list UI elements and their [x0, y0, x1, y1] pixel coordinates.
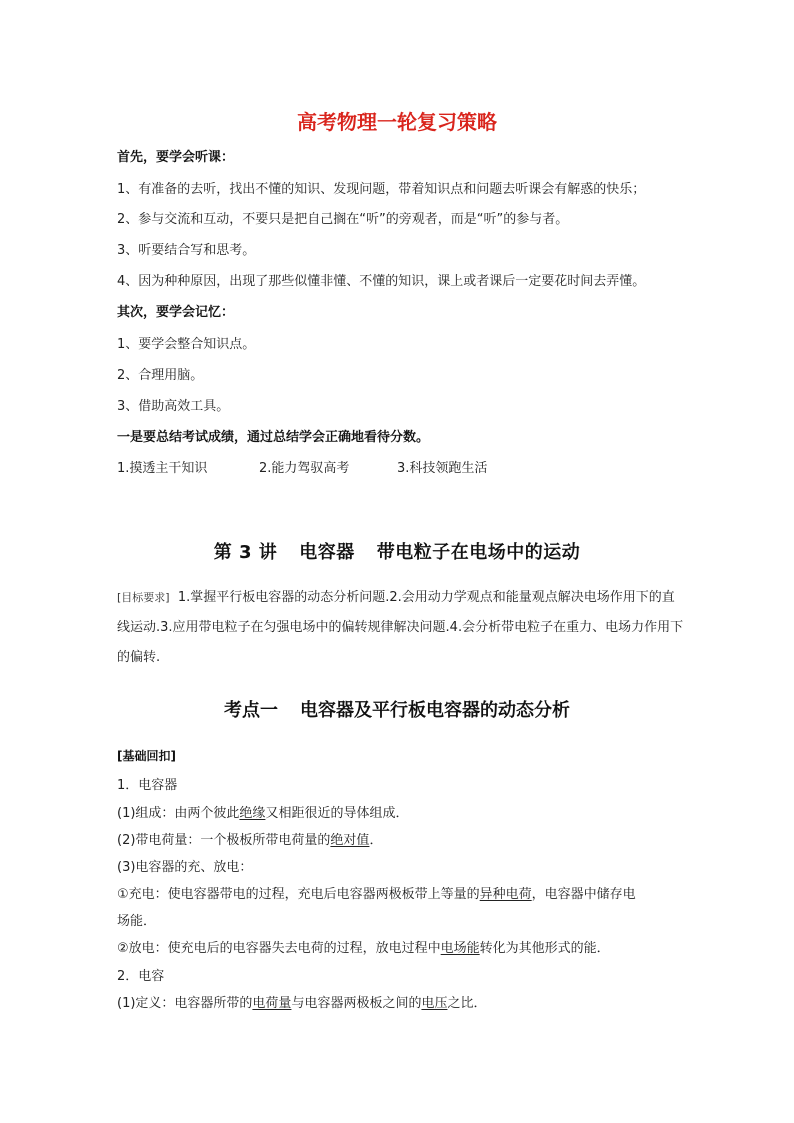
blank-answer: 绝缘 [239, 806, 266, 821]
lecture-number: 第 3 讲 [213, 542, 278, 563]
point-number: 考点一 [224, 700, 278, 721]
goal-tag: [目标要求] [117, 591, 170, 604]
point-topic: 电容器及平行板电容器的动态分析 [300, 700, 570, 721]
lecture-title [0, 538, 794, 564]
section1-item-4: 4、因为种种原因，出现了那些似懂非懂、不懂的知识，课上或者课后一定要花时间去弄懂。 [117, 274, 646, 289]
blank-answer: 绝对值 [330, 833, 370, 848]
section2-heading: 其次，要学会记忆： [117, 305, 235, 320]
basics-tag: [基础回扣] [117, 749, 176, 763]
basics-line-charge: (2)带电荷量：一个极板所带电荷量的绝对值． [117, 833, 383, 848]
section1-item-2: 2、参与交流和互动，不要只是把自己搁在“听”的旁观者，而是“听”的参与者。 [117, 212, 569, 227]
document-title: 高考物理一轮复习策略 [297, 110, 497, 134]
basics-line-charging-heading: (3)电容器的充、放电： [117, 860, 253, 875]
slogan-1: 1.摸透主干知识 [117, 461, 208, 476]
blank-answer: 电荷量 [252, 996, 292, 1011]
basics-line-discharging: ②放电：使充电后的电容器失去电荷的过程，放电过程中电场能转化为其他形式的能． [117, 941, 610, 956]
basics-line-charging-cont: 场能． [117, 914, 157, 929]
basics-line-charging: ①充电：使电容器带电的过程，充电后电容器两极板带上等量的异种电荷，电容器中储存电 [117, 887, 636, 902]
learning-goals [117, 583, 687, 673]
basics-heading-2: 2．电容 [117, 969, 165, 984]
blank-answer: 异种电荷 [479, 887, 532, 902]
goal-text: 1.掌握平行板电容器的动态分析问题.2.会用动力学观点和能量观点解决电场作用下的直线运动.3.应用带电粒子在匀强电场中的偏转规律解决问题.4.会分析带电粒子在重力、电场力作用下的偏转. [117, 590, 684, 665]
blank-answer: 电压 [421, 996, 448, 1011]
slogan-3: 3.科技领跑生活 [397, 461, 488, 476]
basics-line-definition: (1)定义：电容器所带的电荷量与电容器两极板之间的电压之比． [117, 996, 487, 1011]
point-title [0, 696, 794, 722]
slogan-row [117, 457, 487, 476]
slogan-2: 2.能力驾驭高考 [259, 461, 350, 476]
basics-line-composition: (1)组成：由两个彼此绝缘又相距很近的导体组成． [117, 806, 409, 821]
section2-item-1: 1、要学会整合知识点。 [117, 337, 256, 352]
section1-heading: 首先，要学会听课： [117, 150, 235, 165]
section1-item-1: 1、有准备的去听，找出不懂的知识、发现问题，带着知识点和问题去听课会有解惑的快乐； [117, 182, 646, 197]
basics-heading-1: 1．电容器 [117, 778, 178, 793]
section2-item-3: 3、借助高效工具。 [117, 399, 230, 414]
lecture-topic-1: 电容器 [299, 542, 355, 563]
section3-heading: 一是要总结考试成绩，通过总结学会正确地看待分数。 [117, 430, 430, 445]
section2-item-2: 2、合理用脑。 [117, 368, 204, 383]
lecture-topic-2: 带电粒子在电场中的运动 [376, 542, 581, 563]
section1-item-3: 3、听要结合写和思考。 [117, 243, 256, 258]
blank-answer: 电场能 [440, 941, 480, 956]
